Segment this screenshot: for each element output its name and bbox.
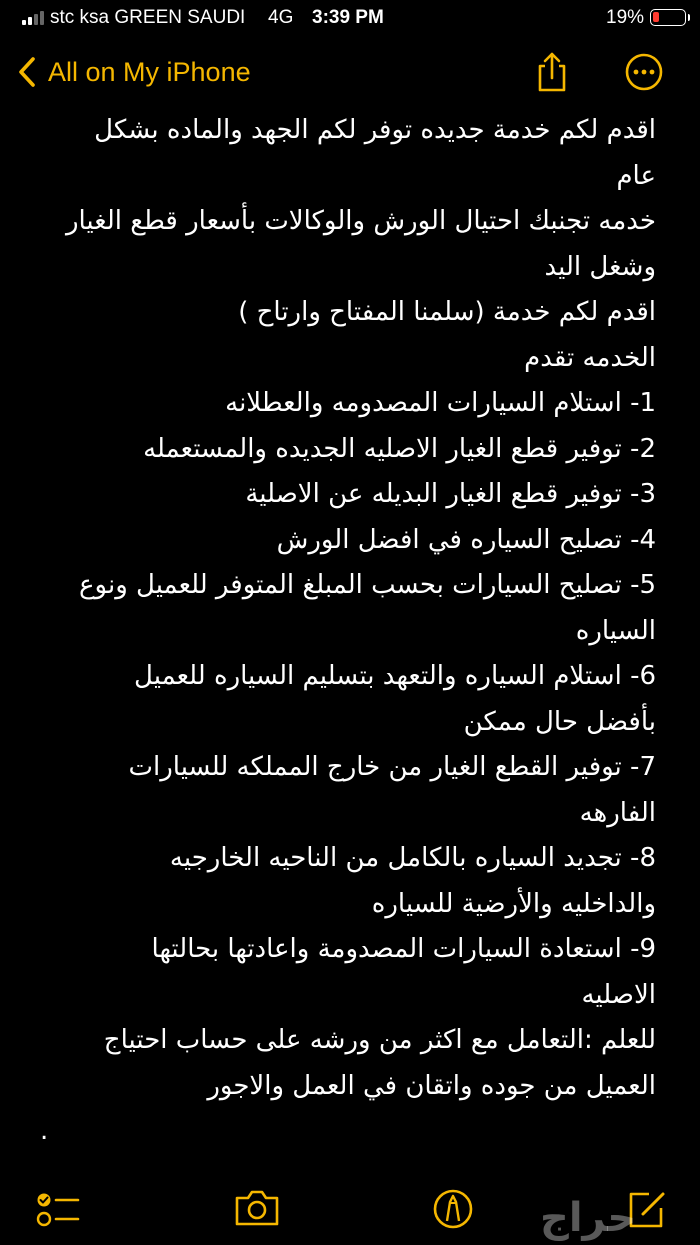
battery-cap: [688, 14, 690, 21]
note-line: 9- استعادة السيارات المصدومة واعادتها بحالتها: [151, 934, 656, 964]
camera-icon: [233, 1188, 281, 1228]
back-label: All on My iPhone: [48, 56, 251, 87]
share-button[interactable]: [532, 50, 572, 94]
navigation-bar: [0, 42, 700, 102]
note-line: العميل من جوده واتقان في العمل والاجور: [207, 1070, 656, 1101]
battery-icon: [650, 9, 686, 26]
chevron-left-icon: [18, 56, 36, 88]
note-line: 2- توفير قطع الغيار الاصليه الجديده والمستعمله: [143, 433, 656, 464]
share-icon: [532, 50, 572, 94]
note-line: .: [40, 1116, 49, 1146]
note-line: 8- تجديد السياره بالكامل من الناحيه الخارجيه: [169, 843, 656, 873]
note-line: خدمه تجنبك احتيال الورش والوكالات بأسعار قطع الغيار: [65, 206, 656, 236]
note-line: 7- توفير القطع الغيار من خارج المملكه للسيارات: [128, 752, 656, 782]
note-line: اقدم لكم خدمة جديده توفر لكم الجهد والماده بشكل: [94, 115, 656, 145]
network-type: 4G: [268, 7, 294, 28]
status-time: 3:39 PM: [312, 7, 384, 28]
checklist-icon: [34, 1188, 80, 1232]
more-icon: [624, 52, 664, 92]
haraj-watermark-logo: حراج: [540, 1195, 637, 1241]
note-line: عام: [616, 160, 656, 191]
note-line: للعلم :التعامل مع اكثر من ورشه على حساب احتياج: [103, 1025, 656, 1055]
status-bar: [0, 0, 700, 36]
note-line: والداخليه والأرضية للسياره: [371, 888, 656, 919]
cellular-signal-icon: [22, 9, 44, 25]
battery-level-fill: [653, 12, 659, 22]
carrier-name: stc ksa GREEN SAUDI: [50, 7, 246, 28]
note-line: الفارهه: [579, 797, 656, 828]
note-line: 3- توفير قطع الغيار البديله عن الاصلية: [245, 479, 656, 509]
markup-icon: [432, 1188, 474, 1230]
more-button[interactable]: [624, 52, 664, 92]
note-line: 5- تصليح السيارات بحسب المبلغ المتوفر للعميل ونوع: [79, 570, 656, 600]
markup-button[interactable]: [432, 1188, 474, 1234]
note-line: السياره: [575, 615, 656, 646]
battery-percent: 19%: [606, 7, 645, 28]
note-line: بأفضل حال ممكن: [463, 706, 656, 737]
checklist-button[interactable]: [34, 1188, 80, 1236]
back-button[interactable]: [18, 52, 251, 92]
note-line: 4- تصليح السياره في افضل الورش: [276, 524, 656, 555]
note-line: 6- استلام السياره والتعهد بتسليم السياره للعميل: [134, 661, 656, 691]
note-line: 1- استلام السيارات المصدومه والعطلانه: [225, 388, 656, 418]
note-line: اقدم لكم خدمة (سلمنا المفتاح وارتاح ): [238, 297, 656, 327]
note-line: وشغل اليد: [544, 251, 656, 282]
camera-button[interactable]: [233, 1188, 281, 1232]
note-line: الاصليه: [581, 979, 656, 1010]
note-line: الخدمه تقدم: [524, 342, 656, 373]
note-body[interactable]: [40, 108, 656, 1155]
